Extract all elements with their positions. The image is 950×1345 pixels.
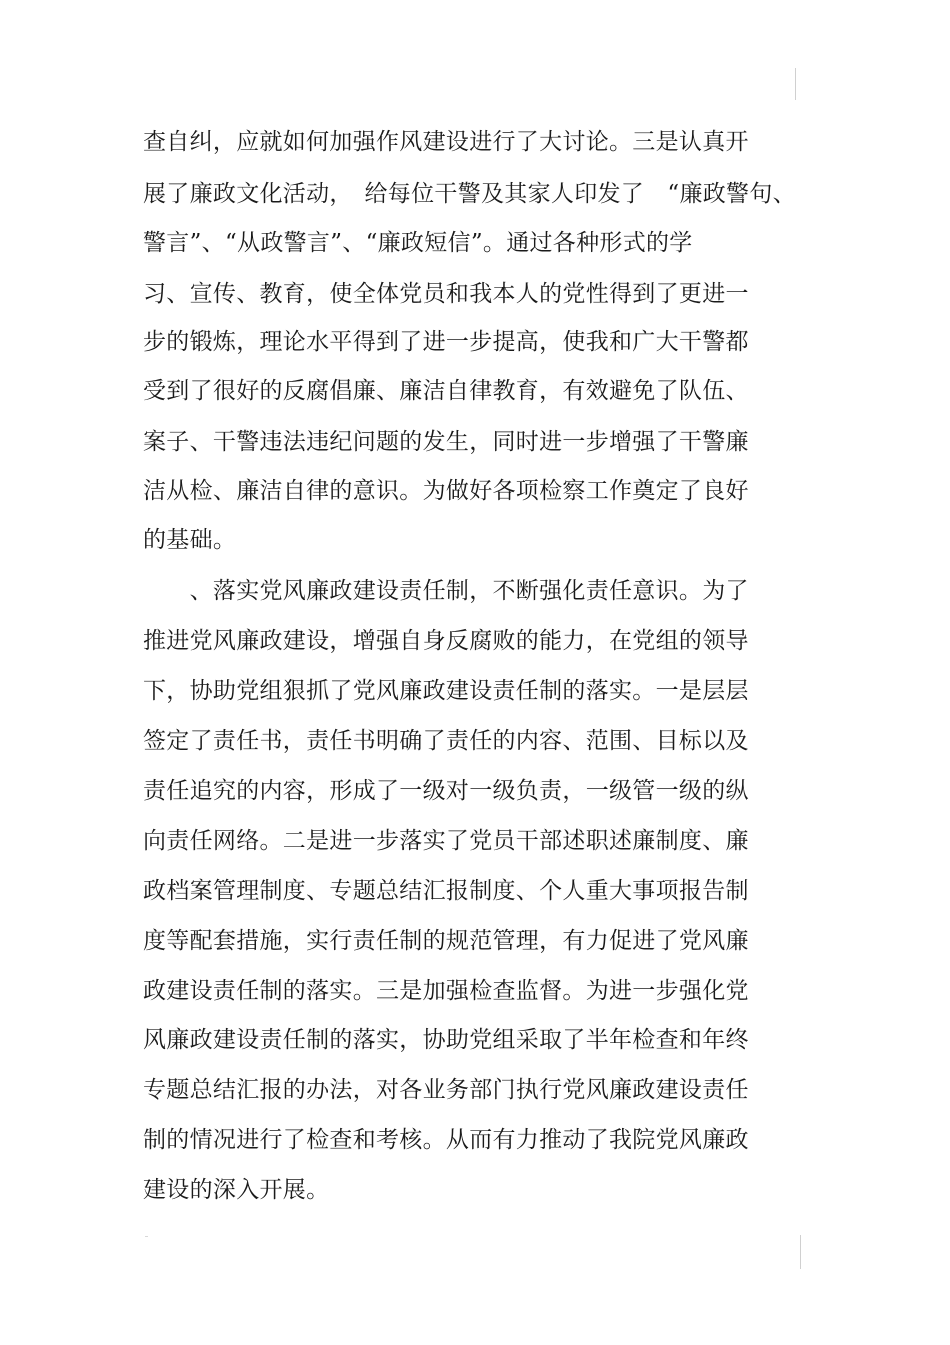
text-line-18: 政建设责任制的落实。三是加强检查监督。为进一步强化党 <box>143 978 749 1004</box>
text-line-4: 习、宣传、教育，使全体党员和我本人的党性得到了更进一 <box>143 281 749 307</box>
text-line-3: 警言”、“从政警言”、“廉政短信”。通过各种形式的学 <box>143 230 693 256</box>
text-line-21: 制的情况进行了检查和考核。从而有力推动了我院党风廉政 <box>143 1127 749 1153</box>
text-line-13: 签定了责任书，责任书明确了责任的内容、范围、目标以及 <box>143 728 749 754</box>
text-line-2: 展了廉政文化活动， 给每位干警及其家人印发了 “廉政警句、 <box>143 181 796 207</box>
text-line-22: 建设的深入开展。 <box>143 1177 330 1203</box>
page-edge-mark-bottom <box>800 1235 801 1269</box>
text-line-5: 步的锻炼，理论水平得到了进一步提高，使我和广大干警都 <box>143 329 749 355</box>
page-edge-mark-dot <box>145 1236 148 1237</box>
text-line-20: 专题总结汇报的办法，对各业务部门执行党风廉政建设责任 <box>143 1077 749 1103</box>
text-line-7: 案子、干警违法违纪问题的发生，同时进一步增强了干警廉 <box>143 429 749 455</box>
text-line-12: 下，协助党组狠抓了党风廉政建设责任制的落实。一是层层 <box>143 678 749 704</box>
page-edge-mark-top <box>795 68 796 100</box>
text-line-10: 、落实党风廉政建设责任制，不断强化责任意识。为了 <box>143 578 749 604</box>
text-line-6: 受到了很好的反腐倡廉、廉洁自律教育，有效避免了队伍、 <box>143 378 749 404</box>
text-line-14: 责任追究的内容，形成了一级对一级负责，一级管一级的纵 <box>143 778 749 804</box>
text-line-17: 度等配套措施，实行责任制的规范管理，有力促进了党风廉 <box>143 928 749 954</box>
text-line-8: 洁从检、廉洁自律的意识。为做好各项检察工作奠定了良好 <box>143 478 749 504</box>
text-line-19: 风廉政建设责任制的落实，协助党组采取了半年检查和年终 <box>143 1027 749 1053</box>
text-line-15: 向责任网络。二是进一步落实了党员干部述职述廉制度、廉 <box>143 828 749 854</box>
text-line-11: 推进党风廉政建设，增强自身反腐败的能力，在党组的领导 <box>143 628 749 654</box>
text-line-16: 政档案管理制度、专题总结汇报制度、个人重大事项报告制 <box>143 878 749 904</box>
text-line-1: 查自纠，应就如何加强作风建设进行了大讨论。三是认真开 <box>143 129 749 155</box>
text-line-9: 的基础。 <box>143 527 237 553</box>
